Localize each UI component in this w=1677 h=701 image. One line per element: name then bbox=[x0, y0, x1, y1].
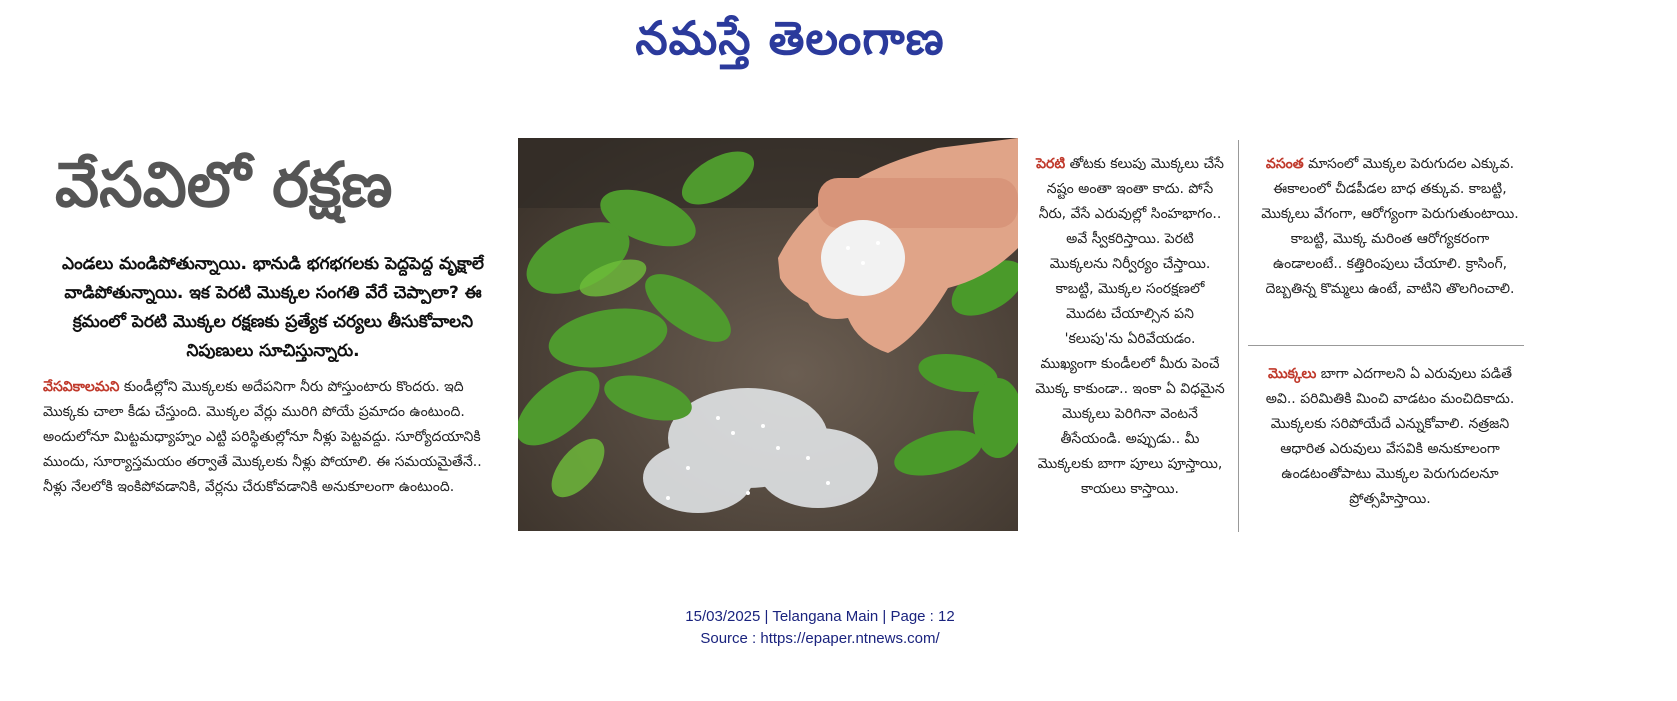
column-divider-vertical bbox=[1238, 140, 1239, 532]
column-body: మాసంలో మొక్కల పెరుగుదల ఎక్కువ. ఈకాలంలో చీడపీడల బాధ తక్కువ. కాబట్టి, మొక్కలు వేగంగా, ఆరోగ్యంగా పెరుగుతుంటాయి. కాబట్టి, మొక్క మరింత ఆరోగ్యకరంగా ఉండాలంటే.. కత్తిరింపులు చేయాలి. క్రాసింగ్, దెబ్బతిన్న కొమ్మలు ఉంటే, వాటిని తొలగించాలి. bbox=[1261, 156, 1519, 297]
column-body: కుండీల్లోని మొక్కలకు అదేపనిగా నీరు పోస్తుంటారు కొందరు. ఇది మొక్కకు చాలా కీడు చేస్తుంది. మొక్కల వేర్లు మురిగి పోయే ప్రమాదం ఉంటుంది. అందులోనూ మిట్టమధ్యాహ్నం ఎట్టి పరిస్థితుల్లోనూ నీళ్లు పెట్టవద్దు. సూర్యోదయానికి ముందు, సూర్యాస్తమయం తర్వాతే మొక్కలకు నీళ్లు పోయాలి. ఈ సమయమైతేనే.. నీళ్లు నేలలోకి ఇంకిపోవడానికి, వేర్లను చేరుకోవడానికి అనుకూలంగా ఉంటుంది. bbox=[43, 379, 482, 495]
article-column-left bbox=[43, 375, 503, 500]
column-body: బాగా ఎదగాలని ఏ ఎరువులు పడితే అవి.. పరిమితికి మించి వాడటం మంచిదికాదు. మొక్కలకు సరిపోయేదే ఎన్నుకోవాలి. నత్రజని ఆధారిత ఎరువులు వేసవికి అనుకూలంగా ఉండటంతోపాటు మొక్కల పెరుగుదలనూ ప్రోత్సహిస్తాయి. bbox=[1265, 366, 1515, 507]
column-lead-word: పెరటి bbox=[1036, 156, 1066, 172]
footer-edition-line: 15/03/2025 | Telangana Main | Page : 12 bbox=[685, 608, 955, 625]
article-column-right-bottom bbox=[1255, 362, 1525, 512]
photo-illustration bbox=[518, 138, 1018, 531]
column-lead-word: మొక్కలు bbox=[1268, 366, 1317, 382]
page-footer bbox=[560, 606, 1080, 650]
article-intro: ఎండలు మండిపోతున్నాయి. భానుడి భగభగలకు పెద్దపెద్ద వృక్షాలే వాడిపోతున్నాయి. ఇక పెరటి మొక్కల సంగతి వేరే చెప్పాలా? ఈ క్రమంలో పెరటి మొక్కల రక్షణకు ప్రత్యేక చర్యలు తీసుకోవాలని నిపుణులు సూచిస్తున్నారు. bbox=[62, 254, 484, 361]
column-divider-horizontal bbox=[1248, 345, 1524, 346]
article-photo-fertilizer-hand bbox=[518, 138, 1018, 531]
article-column-right-top bbox=[1255, 152, 1525, 302]
newspaper-masthead: నమస్తే తెలంగాణ bbox=[635, 11, 945, 65]
article-headline: వేసవిలో రక్షణ bbox=[55, 148, 393, 221]
column-lead-word: వసంత bbox=[1265, 156, 1304, 172]
article-column-middle bbox=[1035, 152, 1225, 502]
footer-source-line: Source : https://epaper.ntnews.com/ bbox=[700, 630, 940, 647]
column-lead-word: వేసవికాలమని bbox=[43, 379, 120, 395]
column-body: తోటకు కలుపు మొక్కలు చేసే నష్టం అంతా ఇంతా కాదు. పోసే నీరు, వేసే ఎరువుల్లో సింహభాగం.. అవే స్వీకరిస్తాయి. పెరటి మొక్కలను నిర్వీర్యం చేస్తాయి. కాబట్టి, మొక్కల సంరక్షణలో మొదట చేయాల్సిన పని 'కలుపు'ను ఏరివేయడం. ముఖ్యంగా కుండీలలో మీరు పెంచే మొక్క కాకుండా.. ఇంకా ఏ విధమైన మొక్కలు పెరిగినా వెంటనే తీసేయండి. అప్పుడు.. మీ మొక్కలకు బాగా పూలు పూస్తాయి, కాయలు కాస్తాయి. bbox=[1035, 156, 1225, 497]
